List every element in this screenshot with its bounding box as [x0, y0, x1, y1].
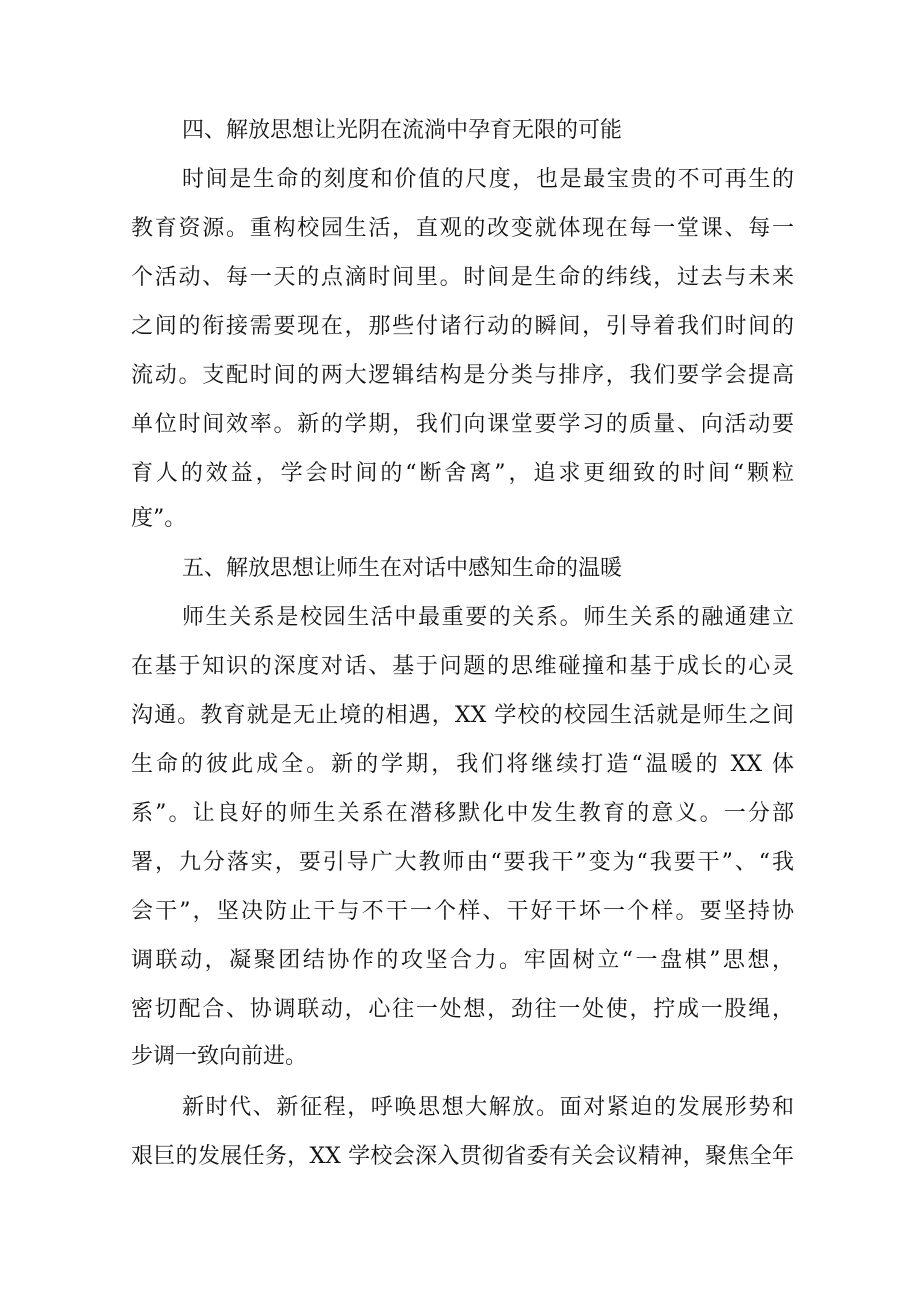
paragraph-line: 教育资源。重构校园生活，直观的改变就体现在每一堂课、每一 — [131, 216, 794, 241]
paragraph-line: 度”。 — [131, 506, 187, 531]
section-heading-4: 四、解放思想让光阴在流淌中孕育无限的可能 — [182, 118, 623, 143]
paragraph-line: 流动。支配时间的两大逻辑结构是分类与排序，我们要学会提高 — [131, 363, 794, 388]
paragraph-line: 艰巨的发展任务，XX 学校会深入贯彻省委有关会议精神，聚焦全年 — [131, 1144, 794, 1169]
paragraph-line: 单位时间效率。新的学期，我们向课堂要学习的质量、向活动要 — [131, 412, 794, 437]
paragraph-line: 时间是生命的刻度和价值的尺度，也是最宝贵的不可再生的 — [182, 167, 794, 192]
paragraph-line: 步调一致向前进。 — [131, 1044, 308, 1069]
paragraph-line: 育人的效益，学会时间的“断舍离”，追求更细致的时间“颗粒 — [131, 461, 794, 486]
paragraph-line: 调联动，凝聚团结协作的攻坚合力。牢固树立“一盘棋”思想， — [131, 948, 794, 973]
paragraph-line: 新时代、新征程，呼唤思想大解放。面对紧迫的发展形势和 — [182, 1095, 794, 1120]
section-heading-5: 五、解放思想让师生在对话中感知生命的温暖 — [182, 556, 623, 581]
paragraph-line: 在基于知识的深度对话、基于问题的思维碰撞和基于成长的心灵 — [131, 654, 794, 679]
paragraph-line: 生命的彼此成全。新的学期，我们将继续打造“温暖的 XX 体 — [131, 752, 794, 777]
paragraph-line: 沟通。教育就是无止境的相遇，XX 学校的校园生活就是师生之间 — [131, 703, 794, 728]
paragraph-line: 会干”，坚决防止干与不干一个样、干好干坏一个样。要坚持协 — [131, 899, 794, 924]
paragraph-line: 系”。让良好的师生关系在潜移默化中发生教育的意义。一分部 — [131, 801, 794, 826]
paragraph-line: 之间的衔接需要现在，那些付诸行动的瞬间，引导着我们时间的 — [131, 314, 794, 339]
paragraph-line: 师生关系是校园生活中最重要的关系。师生关系的融通建立 — [182, 605, 794, 630]
paragraph-line: 个活动、每一天的点滴时间里。时间是生命的纬线，过去与未来 — [131, 265, 794, 290]
paragraph-line: 署，九分落实，要引导广大教师由“要我干”变为“我要干”、“我 — [131, 850, 794, 875]
paragraph-line: 密切配合、协调联动，心往一处想，劲往一处使，拧成一股绳， — [131, 997, 794, 1022]
